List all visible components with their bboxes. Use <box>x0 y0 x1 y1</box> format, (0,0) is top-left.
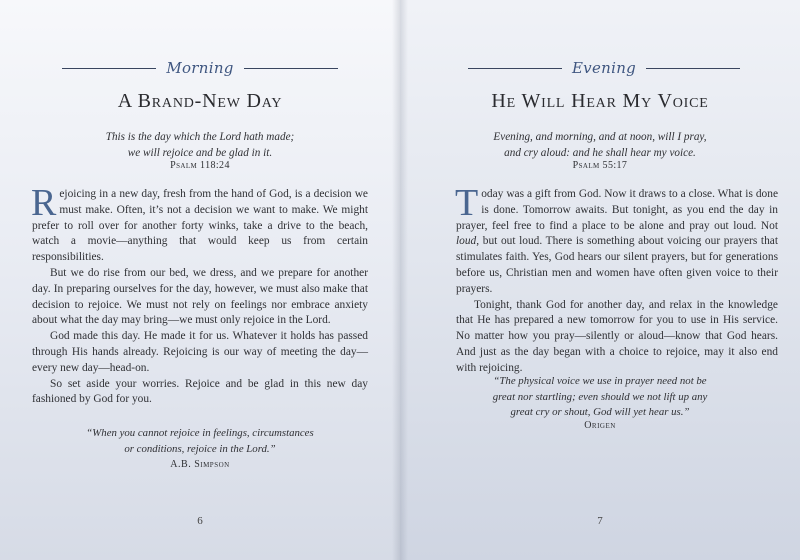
page-title: A Brand-New Day <box>117 90 283 112</box>
quote-line: “When you cannot rejoice in feelings, circumstances <box>86 427 314 439</box>
emphasized-word: loud <box>456 235 477 248</box>
paragraph <box>31 182 368 266</box>
section-label: Morning <box>166 59 234 77</box>
verse-line: we will rejoice and be glad in it. <box>127 147 273 159</box>
page-number: 6 <box>197 515 203 527</box>
paragraph-text: ejoicing in a new day, fresh from the hand of God, is a decision we must make. Often, it’s not a decision we want to make. We might prefer to roll over for another forty winks, take a drive to the beach, watch a movie—anything that would keep us from certain responsibilities. <box>32 188 368 264</box>
paragraph-text: , but out loud. There is something about voicing our prayers that stimulates faith. Yes, God hears our silent prayers, but for generations before us, Christian men and women have often given voice to their prayers. <box>456 235 778 295</box>
verse-line: and cry aloud: and he shall hear my voice. <box>504 147 696 159</box>
verse-line: This is the day which the Lord hath made; <box>105 131 295 143</box>
page-title: He Will Hear My Voice <box>491 90 709 112</box>
paragraph-text: oday was a gift from God. Now it draws to a close. What is done is done. Tomorrow awaits. But tonight, as you end the day in prayer, feel free to find a place to be alone and pray out loud. Not <box>456 188 778 232</box>
paragraph: God made this day. He made it for us. Whatever it holds has passed through His hands already. Rejoicing is our way of meeting the day—every new day—head-on. <box>32 330 368 374</box>
verse-reference: Psalm 55:17 <box>572 160 628 171</box>
header-rule-right <box>646 68 740 69</box>
scripture-verse <box>400 129 800 161</box>
section-label: Evening <box>571 59 637 77</box>
drop-cap: R <box>31 182 57 224</box>
paragraph: Tonight, thank God for another day, and relax in the knowledge that He has prepared a new tomorrow for you to use in His service. No matter how you pray—silently or aloud—know that God hears. And just as the day began with a choice to rejoice, may it also end with rejoicing. <box>456 298 778 374</box>
section-header-evening <box>468 58 740 78</box>
right-page <box>400 0 800 560</box>
quote-line: or conditions, rejoice in the Lord.” <box>124 442 276 455</box>
quote-author: A.B. Simpson <box>170 459 230 470</box>
paragraph <box>455 182 778 298</box>
closing-quote <box>0 426 400 457</box>
devotional-body <box>455 182 778 377</box>
paragraph: So set aside your worries. Rejoice and be glad in this new day fashioned by God for you. <box>32 377 368 406</box>
paragraph: But we do rise from our bed, we dress, and we prepare for another day. In preparing ourselves for the day, however, we must also make that decision to rejoice. We must not rely on feelings nor embrace anxiety about what the day may bring—we must only rejoice in the Lord. <box>32 266 368 327</box>
page-number: 7 <box>597 515 603 527</box>
header-rule-left <box>468 68 562 69</box>
drop-cap: T <box>455 182 479 224</box>
verse-line: Evening, and morning, and at noon, will I pray, <box>493 131 707 143</box>
header-rule-right <box>244 68 338 69</box>
scripture-verse <box>0 129 400 161</box>
devotional-body <box>31 182 368 408</box>
quote-line: great cry or shout, God will yet hear us.” <box>510 406 690 419</box>
closing-quote <box>400 374 800 421</box>
header-rule-left <box>62 68 156 69</box>
section-header-morning <box>62 58 338 78</box>
verse-reference: Psalm 118:24 <box>170 160 230 171</box>
quote-line: “The physical voice we use in prayer need not be <box>493 375 707 387</box>
quote-author: Origen <box>584 420 616 431</box>
quote-line: great nor startling; even should we not lift up any <box>492 390 708 403</box>
